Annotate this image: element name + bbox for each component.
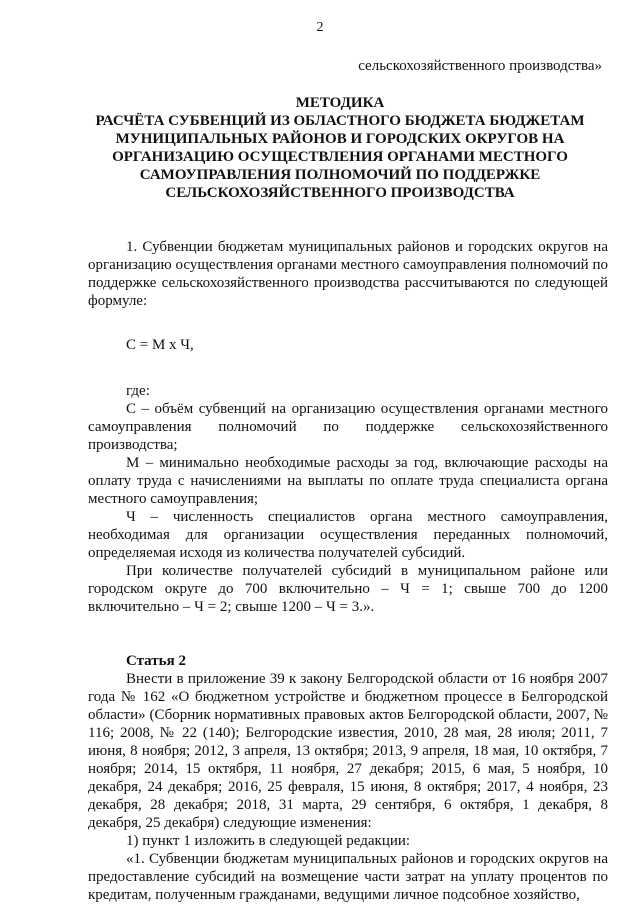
page-number: 2 (316, 20, 324, 35)
title-line: ОРГАНИЗАЦИЮ ОСУЩЕСТВЛЕНИЯ ОРГАНАМИ МЕСТНОГО (112, 149, 568, 165)
methodology-item-1: 1. Субвенции бюджетам муниципальных районов и городских округов на организацию осуществления органами местного самоуправления полномочий по поддержке сельскохозяйственного производства рассчитываются по следующей формуле: (88, 239, 608, 309)
title-line: МЕТОДИКА (295, 95, 385, 111)
definition-c: С – объём субвенций на организацию осуществления органами местного самоуправления полномочий по поддержке сельскохозяйственного производства; (88, 401, 608, 453)
formula: С = М х Ч, (126, 337, 194, 353)
specialist-count-rule: При количестве получателей субсидий в муниципальном районе или городском округе до 700 включительно – Ч = 1; свыше 700 до 1200 включительно – Ч = 2; свыше 1200 – Ч = 3.». (88, 563, 608, 615)
where-label: где: (126, 383, 150, 399)
article-2-point-1: 1) пункт 1 изложить в следующей редакции: (126, 833, 411, 849)
definition-ch: Ч – численность специалистов органа местного самоуправления, необходимая для организации осуществления переданных полномочий, определяемая исходя из количества получателей субсидий. (88, 509, 608, 561)
continuation-text: сельскохозяйственного производства» (358, 58, 602, 74)
definition-m: М – минимально необходимые расходы за год, включающие расходы на оплату труда с начислениями на выплаты по оплате труда специалиста органа местного самоуправления; (88, 455, 608, 507)
document-title (70, 94, 610, 202)
article-2-quote: «1. Субвенции бюджетам муниципальных районов и городских округов на предоставление субсидий на возмещение части затрат на уплату процентов по кредитам, полученным гражданами, ведущими личное подсобное хозяйство, (88, 851, 608, 903)
title-line: САМОУПРАВЛЕНИЯ ПОЛНОМОЧИЙ ПО ПОДДЕРЖКЕ (139, 167, 541, 183)
document-body (88, 238, 608, 904)
article-2-heading: Статья 2 (126, 653, 186, 669)
article-2-intro: Внести в приложение 39 к закону Белгородской области от 16 ноября 2007 года № 162 «О бюджетном устройстве и бюджетном процессе в Белгородской области» (Сборник нормативных правовых актов Белгородской области, 2007, № 116; 2008, № 22 (140); Белгородские известия, 2010, 28 мая, 28 июля; 2011, 7 июня, 8 ноября; 2012, 3 апреля, 13 октября; 2013, 9 апреля, 18 мая, 10 октября, 7 ноября; 2014, 15 октября, 11 ноября, 27 декабря; 2015, 6 мая, 5 ноября, 10 декабря, 24 декабря; 2016, 25 февраля, 15 июня, 8 октября; 2017, 4 ноября, 23 декабря, 28 декабря; 2018, 31 марта, 29 сентября, 6 октября, 1 декабря, 8 декабря, 25 декабря) следующие изменения: (88, 671, 608, 831)
title-line: СЕЛЬСКОХОЗЯЙСТВЕННОГО ПРОИЗВОДСТВА (165, 185, 515, 201)
title-line: МУНИЦИПАЛЬНЫХ РАЙОНОВ И ГОРОДСКИХ ОКРУГОВ НА (115, 131, 565, 147)
title-line: РАСЧЁТА СУБВЕНЦИЙ ИЗ ОБЛАСТНОГО БЮДЖЕТА БЮДЖЕТАМ (95, 113, 585, 129)
